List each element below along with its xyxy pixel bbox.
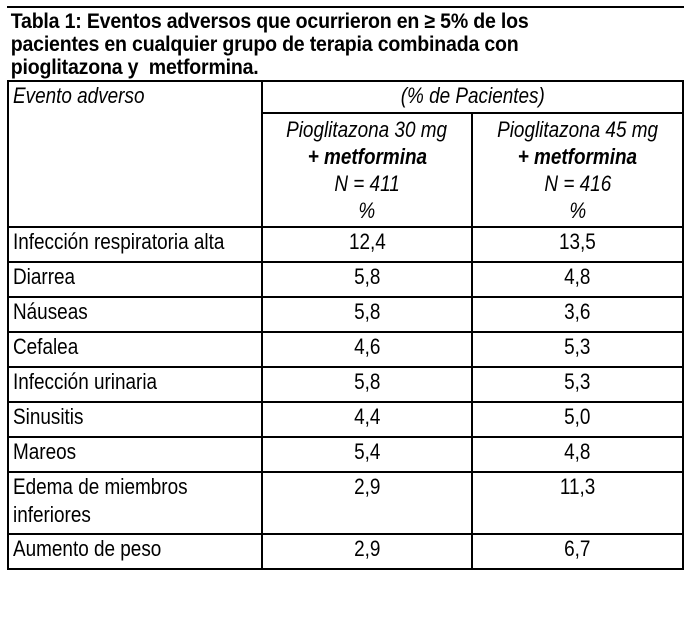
header-row xyxy=(8,81,683,113)
value-45mg: 5,3 xyxy=(564,369,591,394)
percent-header-label: (% de Pacientes) xyxy=(400,83,545,108)
value-cell-45mg xyxy=(472,437,683,472)
event-cell xyxy=(8,227,262,262)
value-cell-30mg xyxy=(262,437,472,472)
value-cell-30mg xyxy=(262,332,472,367)
value-30mg: 5,4 xyxy=(353,439,381,464)
column-header-45mg xyxy=(472,113,683,227)
event-name: Edema de miembros inferiores xyxy=(13,474,188,527)
event-cell xyxy=(8,402,262,437)
value-30mg: 5,8 xyxy=(353,264,381,289)
column-unit-label: % xyxy=(358,198,376,223)
value-45mg: 13,5 xyxy=(559,229,596,254)
event-cell xyxy=(8,297,262,332)
event-cell xyxy=(8,262,262,297)
value-45mg: 6,7 xyxy=(564,536,591,561)
event-name: Diarrea xyxy=(13,264,76,289)
column-drug-label: Pioglitazona 30 mg xyxy=(286,117,448,142)
table-row xyxy=(8,227,683,262)
column-n-label: N = 416 xyxy=(544,171,611,196)
value-cell-30mg xyxy=(262,262,472,297)
table-row xyxy=(8,332,683,367)
event-name: Infección urinaria xyxy=(13,369,158,394)
value-45mg: 4,8 xyxy=(564,439,591,464)
value-45mg: 5,3 xyxy=(564,334,591,359)
event-name: Sinusitis xyxy=(13,404,84,429)
value-45mg: 11,3 xyxy=(559,474,596,499)
event-cell xyxy=(8,437,262,472)
value-cell-45mg xyxy=(472,472,683,534)
value-30mg: 4,4 xyxy=(353,404,381,429)
column-drug-label: Pioglitazona 45 mg xyxy=(497,117,658,142)
value-cell-45mg xyxy=(472,297,683,332)
adverse-events-table xyxy=(7,80,684,570)
value-cell-45mg xyxy=(472,262,683,297)
table-title-line: pioglitazona y metformina. xyxy=(10,56,259,79)
value-cell-30mg xyxy=(262,367,472,402)
value-30mg: 4,6 xyxy=(353,334,381,359)
column-combo-label: + metformina xyxy=(307,144,427,169)
value-cell-30mg xyxy=(262,402,472,437)
table-row xyxy=(8,437,683,472)
value-30mg: 5,8 xyxy=(353,369,381,394)
event-cell xyxy=(8,367,262,402)
table-row xyxy=(8,297,683,332)
value-45mg: 3,6 xyxy=(564,299,591,324)
event-name: Cefalea xyxy=(13,334,79,359)
event-name: Mareos xyxy=(13,439,77,464)
event-cell xyxy=(8,534,262,569)
column-unit-label: % xyxy=(569,198,586,223)
value-45mg: 4,8 xyxy=(564,264,591,289)
value-cell-30mg xyxy=(262,227,472,262)
value-30mg: 2,9 xyxy=(353,474,381,499)
value-cell-30mg xyxy=(262,534,472,569)
table-row xyxy=(8,262,683,297)
table-title xyxy=(7,8,680,79)
value-cell-45mg xyxy=(472,402,683,437)
document xyxy=(7,6,684,570)
value-45mg: 5,0 xyxy=(564,404,591,429)
table-title-line: Tabla 1: Eventos adversos que ocurrieron en ≥ 5% de los xyxy=(10,10,529,33)
event-name: Infección respiratoria alta xyxy=(13,229,225,254)
event-header-label: Evento adverso xyxy=(13,83,145,108)
value-cell-30mg xyxy=(262,472,472,534)
value-30mg: 12,4 xyxy=(348,229,386,254)
value-30mg: 2,9 xyxy=(353,536,381,561)
table-row xyxy=(8,402,683,437)
table-row xyxy=(8,534,683,569)
value-cell-45mg xyxy=(472,367,683,402)
column-n-label: N = 411 xyxy=(334,171,400,196)
event-cell xyxy=(8,472,262,534)
value-cell-30mg xyxy=(262,297,472,332)
event-name: Aumento de peso xyxy=(13,536,162,561)
value-30mg: 5,8 xyxy=(353,299,381,324)
event-cell xyxy=(8,332,262,367)
percent-header-cell xyxy=(262,81,683,113)
value-cell-45mg xyxy=(472,227,683,262)
event-header-cell xyxy=(8,81,262,227)
column-header-30mg xyxy=(262,113,472,227)
table-title-line: pacientes en cualquier grupo de terapia combinada con xyxy=(10,33,519,56)
table-row xyxy=(8,472,683,534)
value-cell-45mg xyxy=(472,534,683,569)
column-combo-label: + metformina xyxy=(517,144,638,169)
value-cell-45mg xyxy=(472,332,683,367)
event-name: Náuseas xyxy=(13,299,88,324)
table-row xyxy=(8,367,683,402)
